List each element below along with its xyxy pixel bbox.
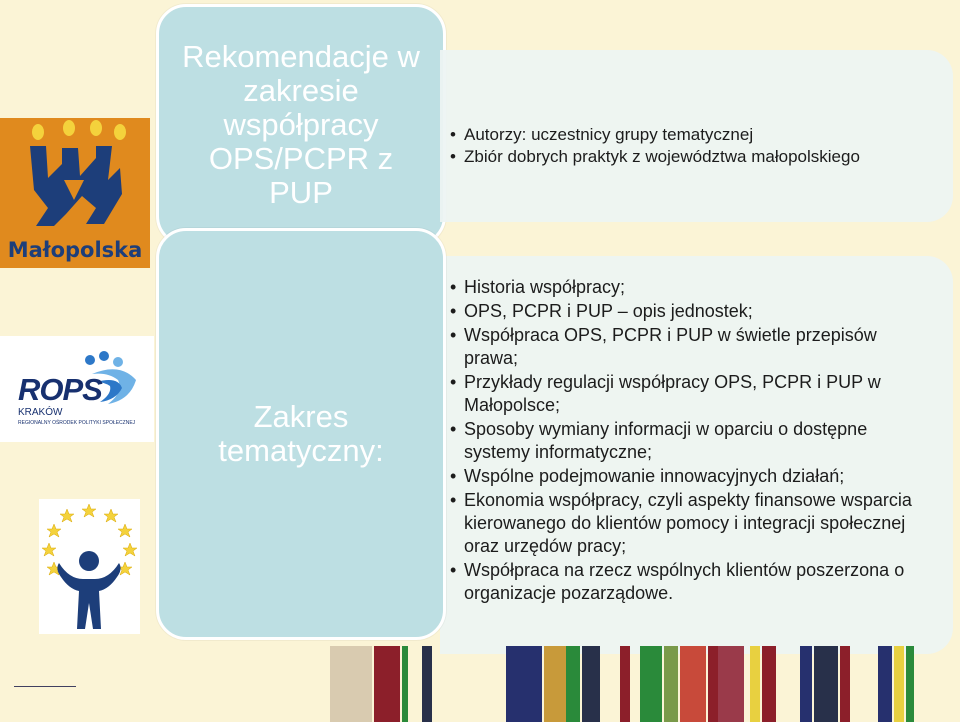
malopolska-crown-icon (0, 118, 150, 248)
rops-city: KRAKÓW (18, 407, 63, 418)
malopolska-text: Małopolska (7, 238, 143, 262)
topics-list (450, 276, 920, 606)
rops-fullname: REGIONALNY OŚRODEK POLITYKI SPOŁECZNEJ (18, 420, 136, 426)
scope-heading: Zakres tematyczny: (218, 399, 384, 468)
rops-logo (0, 336, 154, 442)
list-item: • Współpraca na rzecz wspólnych klientów poszerzona o organizacje pozarządowe. (450, 559, 920, 605)
scope-box (156, 228, 446, 640)
list-item: • Przykłady regulacji współpracy OPS, PCPR i PUP w Małopolsce; (450, 371, 920, 417)
divider-line (14, 686, 76, 687)
rops-wordmark: ROPS (18, 372, 102, 407)
authors-panel (440, 50, 953, 222)
list-item: • Wspólne podejmowanie innowacyjnych działań; (450, 465, 920, 488)
list-item: • Ekonomia współpracy, czyli aspekty finansowe wsparcia kierowanego do klientów pomocy i integracji społecznej oraz urzędów pracy; (450, 489, 920, 558)
topics-panel (440, 256, 953, 654)
malopolska-logo (0, 118, 150, 268)
list-item: • Autorzy: uczestnicy grupy tematycznej (450, 124, 860, 146)
list-item: • Współpraca OPS, PCPR i PUP w świetle przepisów prawa; (450, 324, 920, 370)
eu-stars-person-icon (39, 499, 140, 634)
eu-logo (39, 499, 140, 634)
list-item: • Historia współpracy; (450, 276, 920, 299)
authors-list (450, 124, 860, 168)
list-item: • Zbiór dobrych praktyk z województwa małopolskiego (450, 146, 860, 168)
list-item: • OPS, PCPR i PUP – opis jednostek; (450, 300, 920, 323)
list-item: • Sposoby wymiany informacji w oparciu o dostępne systemy informatyczne; (450, 418, 920, 464)
decorative-stripes (330, 646, 960, 722)
recommendations-title: Rekomendacje w zakresie współpracy OPS/PCPR z PUP (182, 39, 420, 210)
title-box (156, 4, 446, 246)
